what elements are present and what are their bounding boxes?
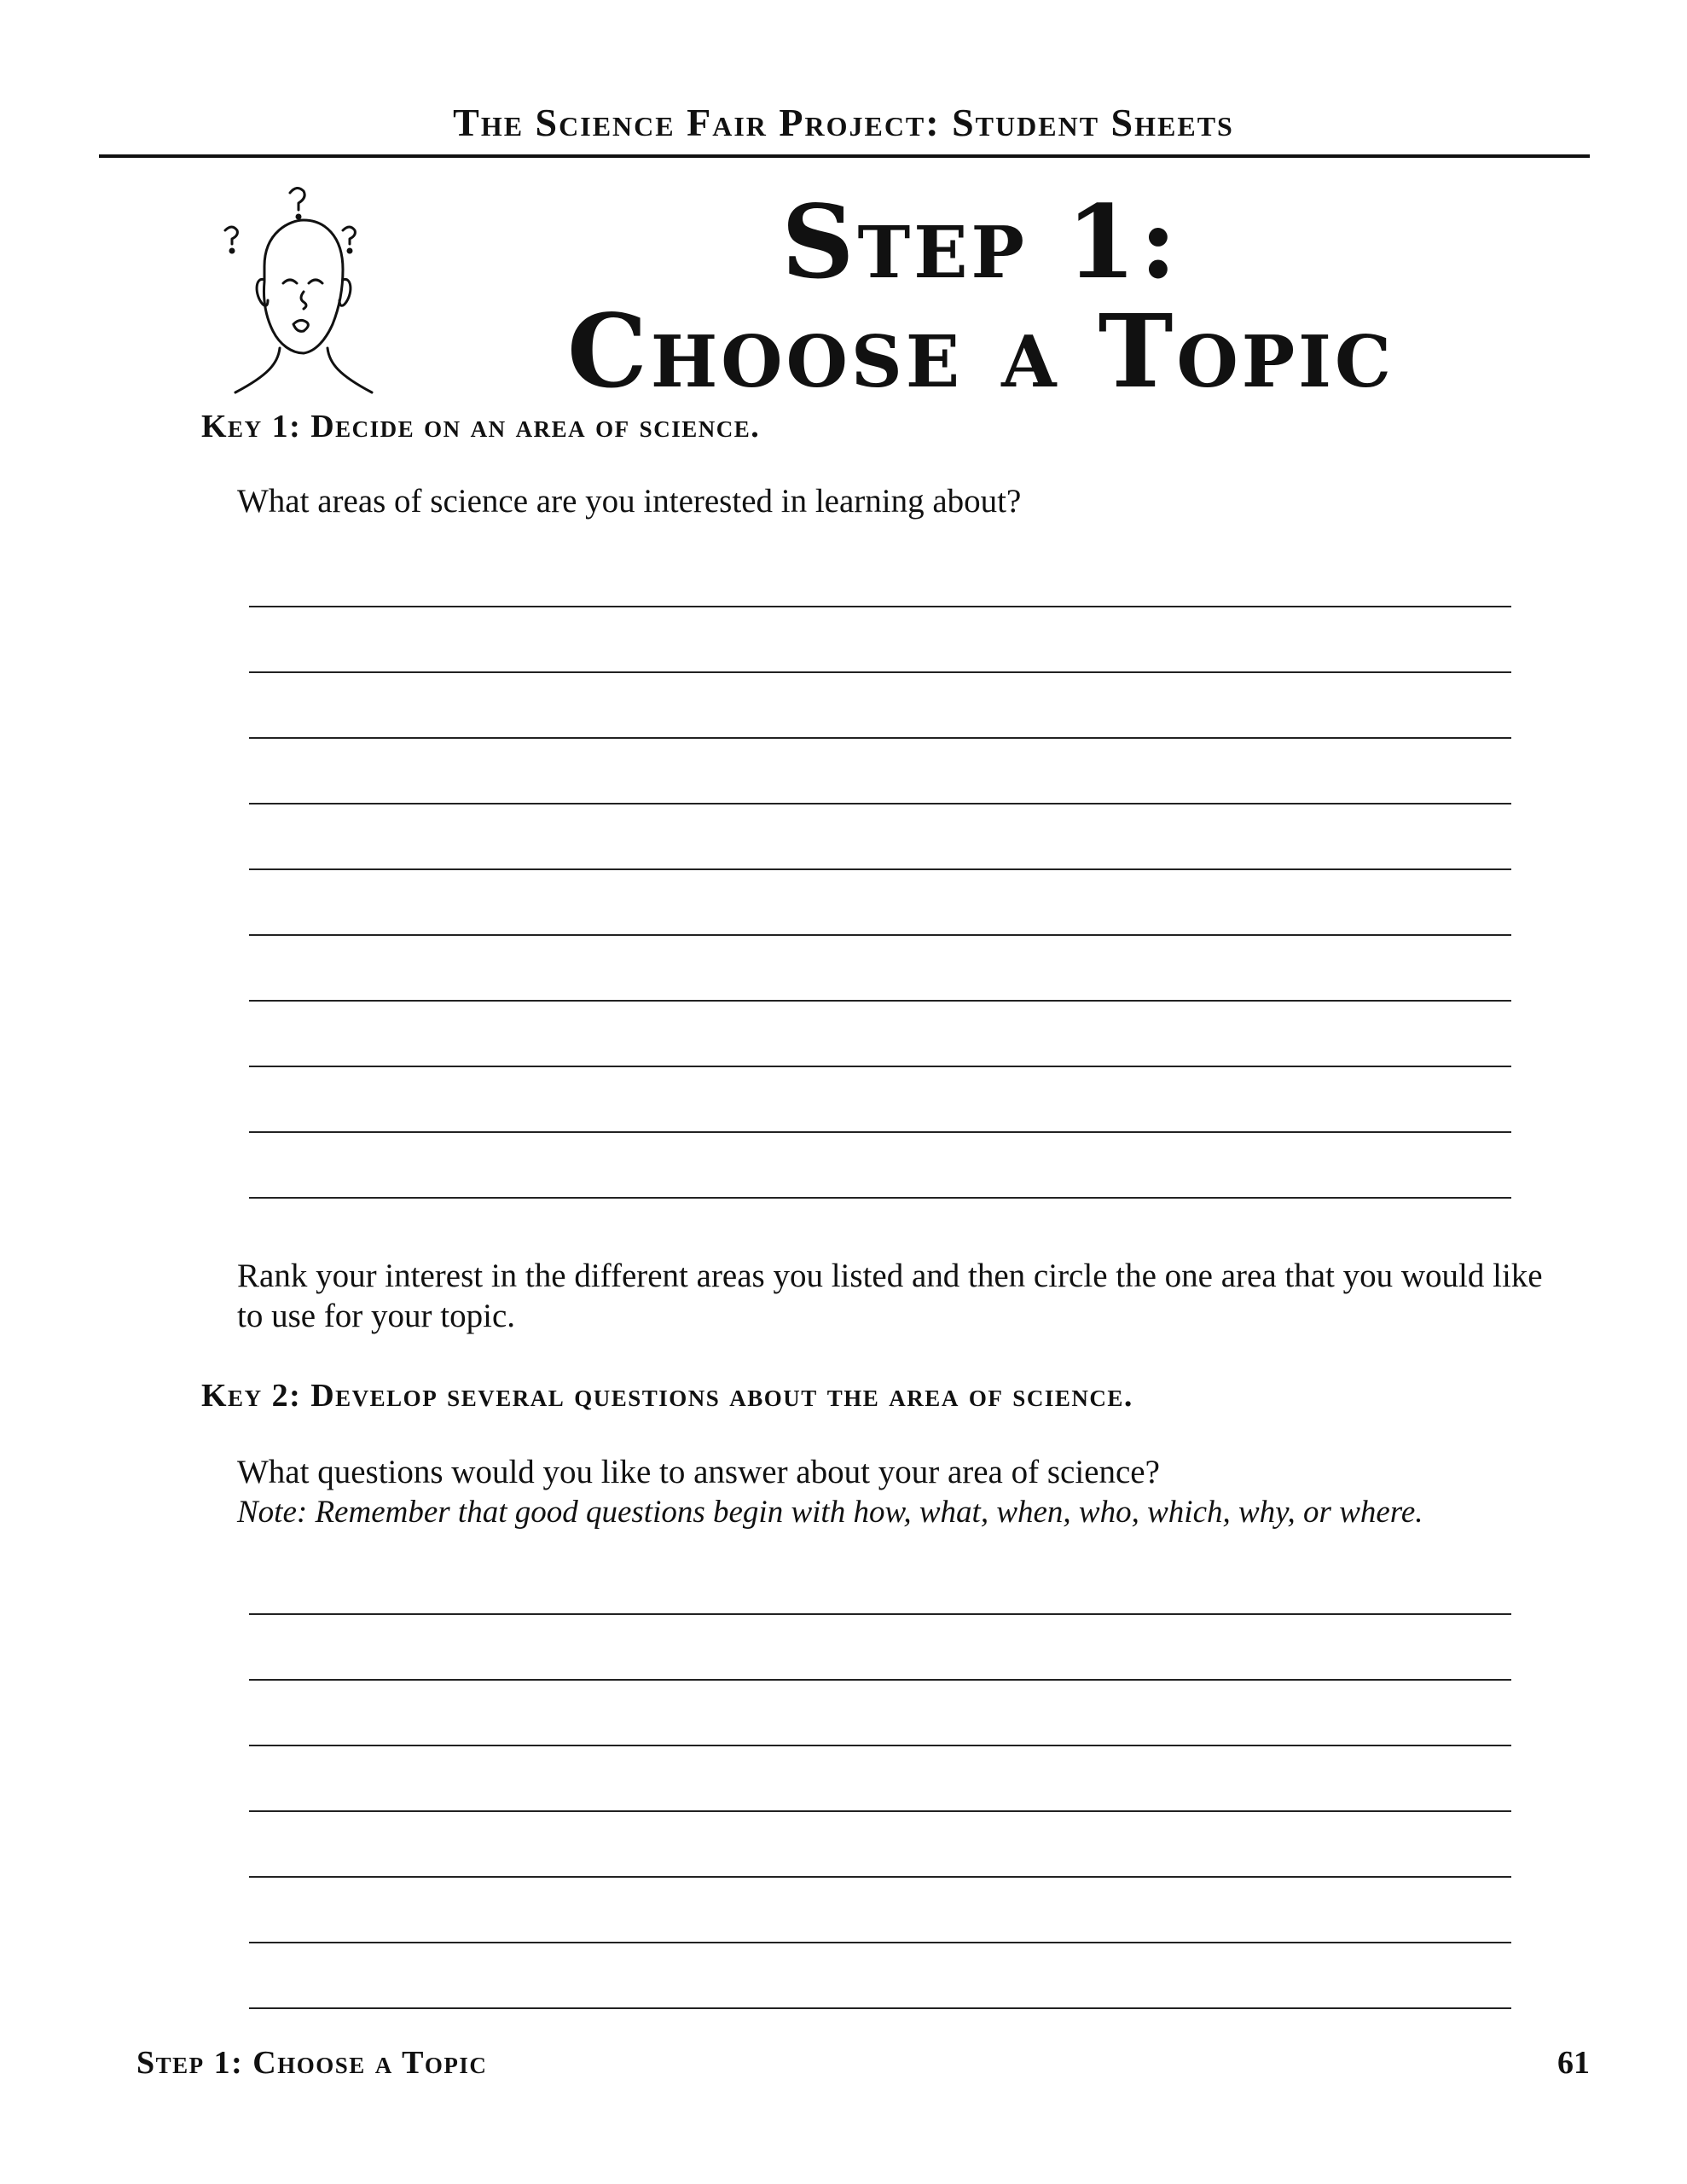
answer-line[interactable] <box>249 1745 1511 1746</box>
key-1-question: What areas of science are you interested in learning about? <box>237 483 1022 520</box>
running-header: The Science Fair Project: Student Sheets <box>453 101 1234 144</box>
page-title-line-2: Choose a Topic <box>566 292 1395 410</box>
answer-line[interactable] <box>249 2007 1511 2009</box>
page-title <box>546 183 1416 410</box>
answer-line[interactable] <box>249 1876 1511 1878</box>
answer-line[interactable] <box>249 868 1511 870</box>
rank-instruction: Rank your interest in the different areas you listed and then circle the one area that you would like to use for your topic. <box>237 1258 1543 1334</box>
key-2-heading: Key 2: Develop several questions about the area of science. <box>201 1378 1133 1414</box>
answer-line[interactable] <box>249 1942 1511 1943</box>
answer-line[interactable] <box>249 934 1511 936</box>
answer-line[interactable] <box>249 803 1511 804</box>
answer-line[interactable] <box>249 1000 1511 1002</box>
footer-section-title: Step 1: Choose a Topic <box>136 2045 488 2081</box>
answer-line[interactable] <box>249 606 1511 607</box>
answer-line[interactable] <box>249 671 1511 673</box>
answer-line[interactable] <box>249 1679 1511 1681</box>
answer-line[interactable] <box>249 1131 1511 1133</box>
header-rule <box>99 154 1590 158</box>
key-2-question: What questions would you like to answer about your area of science? <box>237 1454 1160 1490</box>
answer-line[interactable] <box>249 1613 1511 1615</box>
page-number: 61 <box>1557 2045 1590 2081</box>
answer-line[interactable] <box>249 1197 1511 1199</box>
answer-line[interactable] <box>249 1810 1511 1812</box>
key-1-heading: Key 1: Decide on an area of science. <box>201 409 761 444</box>
confused-head-icon <box>215 181 386 399</box>
key-2-note: Note: Remember that good questions begin with how, what, when, who, which, why, or where. <box>237 1495 1423 1530</box>
page-title-line-1: Step 1: <box>781 183 1180 301</box>
answer-line[interactable] <box>249 737 1511 739</box>
answer-line[interactable] <box>249 1066 1511 1067</box>
